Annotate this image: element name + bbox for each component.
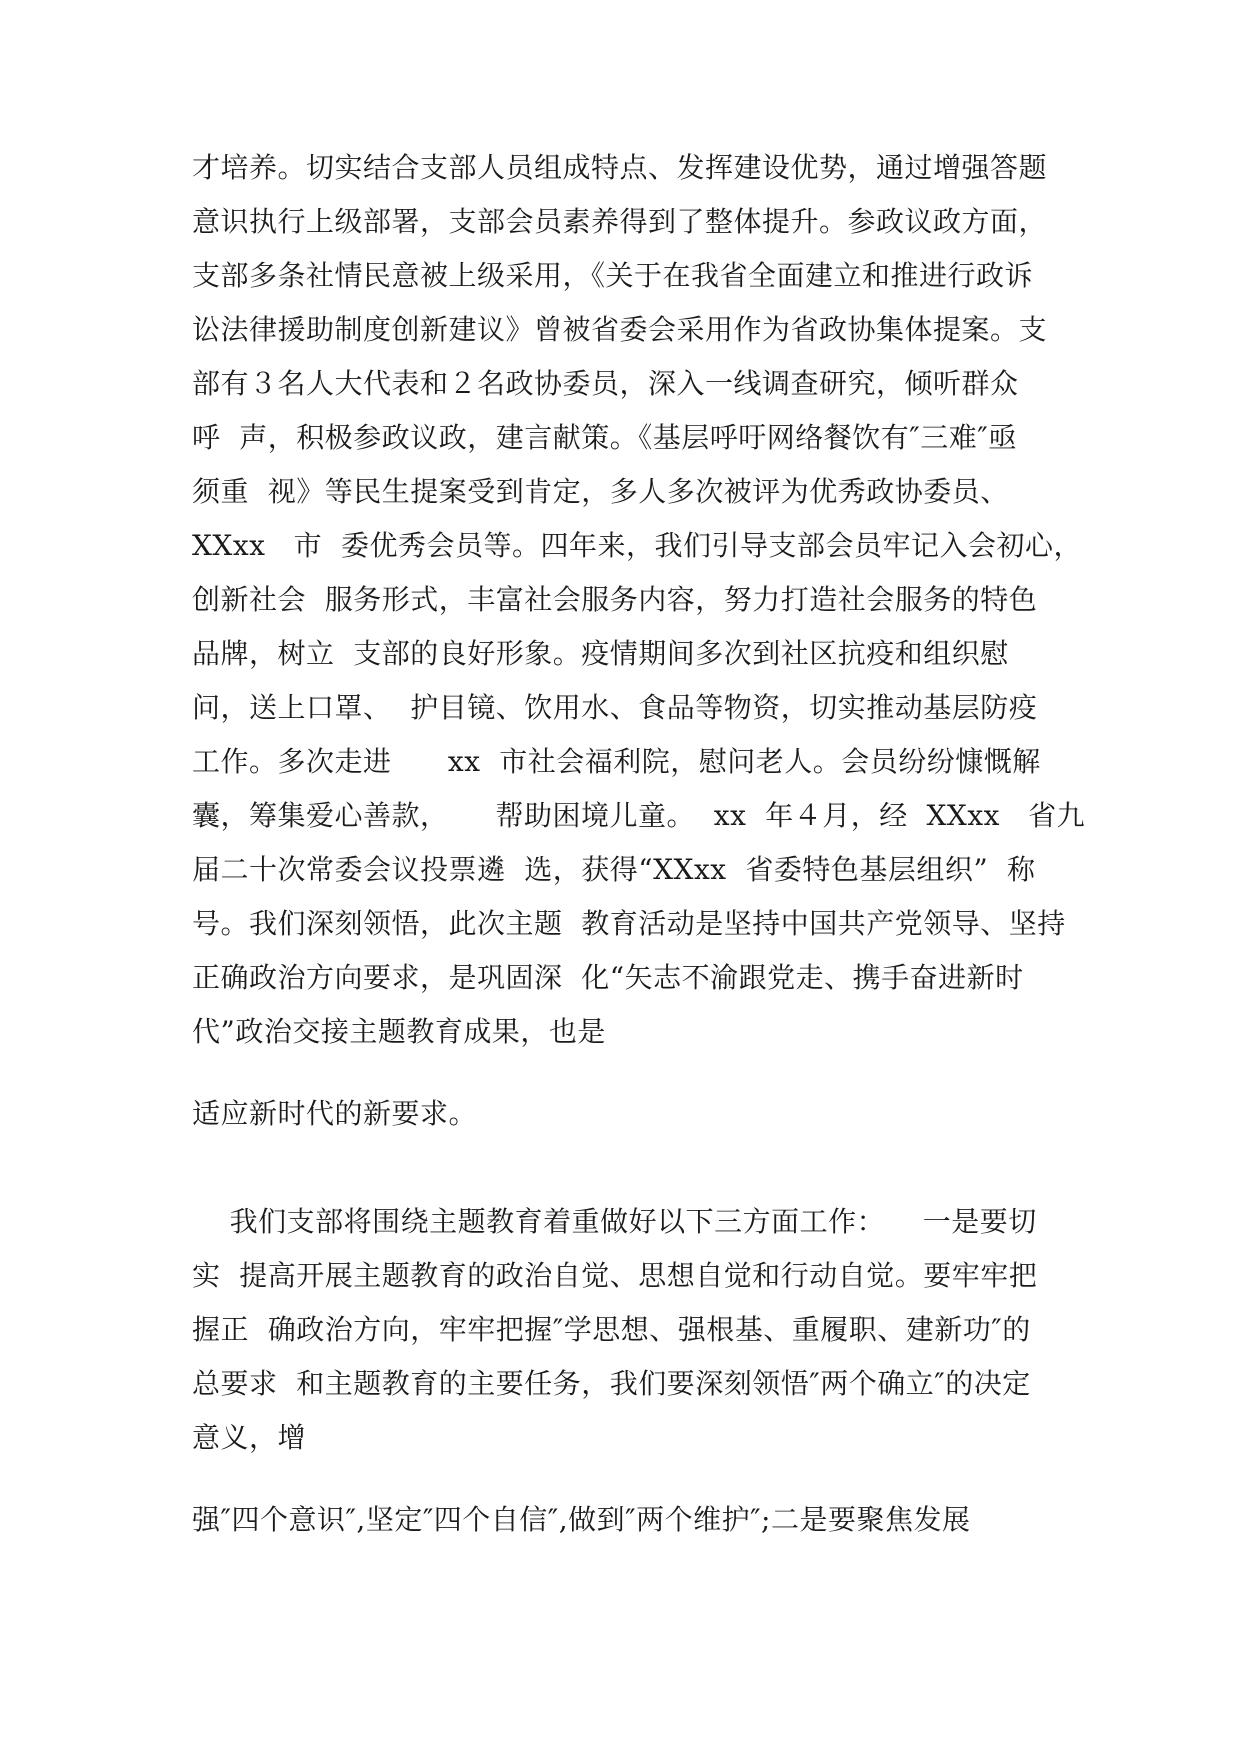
text-line: 呼 声，积极参政议政，建言献策。《基层呼吁网络餐饮有″三难″亟 — [192, 421, 1017, 454]
text-line: 适应新时代的新要求。 — [192, 1097, 478, 1130]
text-line: 意识执行上级部署，支部会员素养得到了整体提升。参政议政方面， — [192, 205, 1048, 238]
text-line: 问，送上口罩、 护目镜、饮用水、食品等物资，切实推动基层防疫 — [192, 691, 1038, 724]
text-line: 创新社会 服务形式，丰富社会服务内容，努力打造社会服务的特色 — [192, 583, 1038, 616]
text-line: XXxx 市 委优秀会员等。四年来，我们引导支部会员牢记入会初心， — [192, 529, 1082, 562]
text-line: 握正 确政治方向，牢牢把握″学思想、强根基、重履职、建新功″的 — [192, 1313, 1031, 1346]
text-line: 工作。多次走进 xx 市社会福利院，慰问老人。会员纷纷慷慨解 — [192, 745, 1041, 778]
text-line: 讼法律援助制度创新建议》曾被省委会采用作为省政协集体提案。支 — [192, 313, 1048, 346]
text-line: 支部多条社情民意被上级采用，《关于在我省全面建立和推进行政诉 — [192, 259, 1034, 292]
text-line: 号。我们深刻领悟，此次主题 教育活动是坚持中国共产党领导、坚持 — [192, 907, 1066, 940]
text-line: 品牌，树立 支部的良好形象。疫情期间多次到社区抗疫和组织慰 — [192, 637, 1009, 670]
text-line: 意义，增 — [192, 1421, 307, 1454]
text-line: 代”政治交接主题教育成果，也是 — [192, 1015, 606, 1048]
text-line: 届二十次常委会议投票遴 选，获得“XXxx 省委特色基层组织” 称 — [192, 853, 1036, 886]
text-line: 强″四个意识″,坚定″四个自信″,做到″两个维护″;二是要聚焦发展 — [192, 1503, 971, 1536]
text-line: 囊，筹集爱心善款， 帮助困境儿童。 xx 年４月，经 XXxx 省九 — [192, 799, 1086, 832]
text-line: 正确政治方向要求，是巩固深 化“矢志不渝跟党走、携手奋进新时 — [192, 961, 1024, 994]
text-line: 总要求 和主题教育的主要任务，我们要深刻领悟″两个确立″的决定 — [192, 1367, 1031, 1400]
text-line: 实 提高开展主题教育的政治自觉、思想自觉和行动自觉。要牢牢把 — [192, 1259, 1038, 1292]
text-line: 须重 视》等民生提案受到肯定，多人多次被评为优秀政协委员、 — [192, 475, 1009, 508]
text-line: 才培养。切实结合支部人员组成特点、发挥建设优势，通过增强答题 — [192, 151, 1048, 184]
text-line: 部有３名人大代表和２名政协委员，深入一线调查研究，倾听群众 — [192, 367, 1019, 400]
text-line: 我们支部将围绕主题教育着重做好以下三方面工作： 一是要切 — [192, 1205, 1037, 1238]
